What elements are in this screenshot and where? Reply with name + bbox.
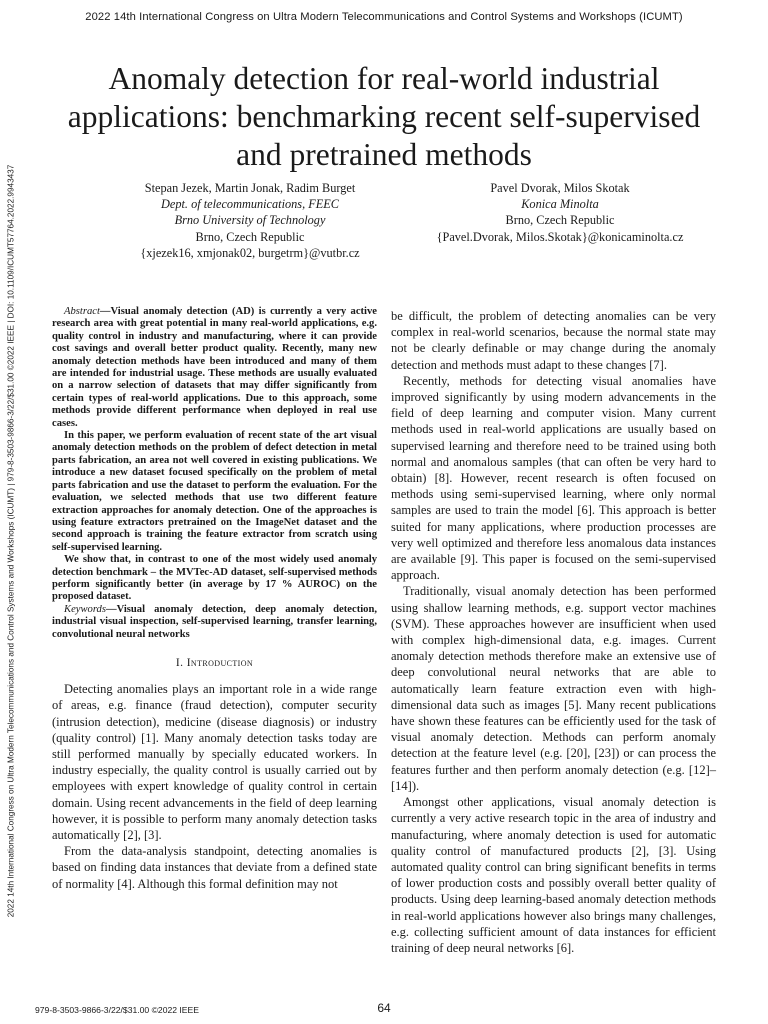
body-paragraph: Detecting anomalies plays an important role in a wide range of areas, e.g. finance (fraud detection), computer security (intrusion detection), medicine (disease diagnosis) or industry (quality control) [1]. Many anomaly detection tasks today are still performed manually by specially educated workers. In industry especially, the quality control is usually carried out by employees with expert knowledge of quality control in certain domain. Using recent advancements in the field of deep learning however, it is possible to perform many anomaly detection tasks automatically [2], [3]. xyxy=(52,682,377,842)
paper-title xyxy=(40,60,728,174)
author-email: {Pavel.Dvorak, Milos.Skotak}@konicaminolta.cz xyxy=(436,229,684,244)
section-title: Introduction xyxy=(186,656,254,669)
author-location: Brno, Czech Republic xyxy=(505,213,615,228)
right-column xyxy=(391,308,716,956)
author-department: Dept. of telecommunications, FEEC xyxy=(161,197,339,212)
title-line: and pretrained methods xyxy=(236,137,532,172)
keywords-text: —Visual anomaly detection, deep anomaly detection, industrial visual inspection, self-supervised learning, transfer learning, convolutional neural networks xyxy=(52,603,377,640)
author-company: Konica Minolta xyxy=(521,197,599,212)
body-paragraph: From the data-analysis standpoint, detecting anomalies is based on finding data instances that deviate from a defined state of normality [4]. Although this formal definition may not xyxy=(52,844,377,891)
page-number: 64 xyxy=(377,1001,391,1015)
author-names: Stepan Jezek, Martin Jonak, Radim Burget xyxy=(144,181,356,195)
doi-side-note-text: 2022 14th International Congress on Ultra Modern Telecommunications and Control Systems and Workshops (ICUMT) | 979-8-3503-9866-3/22/$31.00 ©2022 IEEE | DOI: 10.1109/ICUMT57764.2022.9943437 xyxy=(6,164,16,918)
abstract-paragraph xyxy=(52,306,377,430)
keywords-label: Keywords xyxy=(64,603,106,615)
left-column xyxy=(52,306,377,892)
section-heading-introduction xyxy=(52,655,377,671)
author-university: Brno University of Technology xyxy=(174,213,326,228)
section-number: I. xyxy=(175,656,184,669)
body-paragraph: Traditionally, visual anomaly detection has been performed using shallow learning methods, e.g. support vector machines (SVM). These approaches however are insufficient when used with complex high-dimensional data, e.g. images. Current anomaly detection methods therefore make an extensive use of deep convolutional neural networks that are able to automatically learn feature extraction even with high-dimensional data such as images [5]. Many recent publications have shown these features can be efficiently used for the task of visual anomaly detection. Methods can perform anomaly detection at the feature level (e.g. [20], [23]) or can process the features further and then perform anomaly detection (e.g. [12]–[14]). xyxy=(391,584,716,793)
author-block-right xyxy=(370,180,750,245)
abstract-label: Abstract xyxy=(64,306,100,317)
body-paragraph: Amongst other applications, visual anomaly detection is currently a very active research topic in the area of industry and manufacturing, where anomaly detection is used for automatic quality control of manufactured products [2], [3]. Using automated quality control can bring significant benefits in terms of lower production costs and possibly overall better quality of products. Using deep learning-based anomaly detection methods in real-world applications however also brings many challenges, e.g. collecting sufficient amount of data instances for efficient training of deep neural networks [6]. xyxy=(391,795,716,955)
abstract xyxy=(52,306,377,641)
conference-header: 2022 14th International Congress on Ultra Modern Telecommunications and Control Systems and Workshops (ICUMT) xyxy=(85,11,683,23)
footer-copyright: 979-8-3503-9866-3/22/$31.00 ©2022 IEEE xyxy=(35,1005,200,1015)
title-line: Anomaly detection for real-world industrial xyxy=(108,61,660,96)
body-paragraph: be difficult, the problem of detecting anomalies can be very complex in real-world scenarios, because the normal state may not be clearly definable or may change during the anomaly detection and methods must adapt to these changes [7]. xyxy=(391,309,716,372)
author-names: Pavel Dvorak, Milos Skotak xyxy=(490,181,630,195)
title-line: applications: benchmarking recent self-supervised xyxy=(67,99,701,134)
keywords xyxy=(52,604,377,641)
abstract-paragraph: In this paper, we perform evaluation of recent state of the art visual anomaly detection methods on the problem of defect detection in metal parts fabrication, an area not well covered in existing publications. We introduce a new dataset focused specifically on the problem of metal parts fabrication and use the dataset to perform the evaluation. For the evaluation, we selected methods that use two different feature extraction approaches for anomaly detection. One of the approaches is using feature extractors pretrained on the ImageNet dataset and the second approach is training the feature extractor from scratch using self-supervised learning. xyxy=(52,430,377,553)
body-paragraph: Recently, methods for detecting visual anomalies have improved significantly by using modern advancements in the field of deep learning and computer vision. Many current methods used in real-world applications are usually based on supervised learning and therefore need to be trained using both normal and anomalous samples (that can often be very hard to obtain) [8]. However, recent research is often focused on methods using semi-supervised learning, where only normal samples are used to train the model [6]. This approach is better suited for many applications, where production processes are very well optimized and therefore less anomalous data instances are available [9]. This paper is focused on the semi-supervised approach. xyxy=(391,373,716,583)
author-location: Brno, Czech Republic xyxy=(195,229,305,244)
abstract-paragraph: We show that, in contrast to one of the most widely used anomaly detection benchmark – the MVTec-AD dataset, self-supervised methods perform significantly better (in average by 17 % AUROC) on the proposed dataset. xyxy=(52,554,377,603)
author-email: {xjezek16, xmjonak02, burgetrm}@vutbr.cz xyxy=(140,245,360,260)
doi-side-note xyxy=(4,130,18,952)
abstract-text: —Visual anomaly detection (AD) is currently a very active research area with great potential in many real-world applications, e.g. quality control in industry and manufacturing, where it can provide cost savings and overall better product quality. Recently, many new anomaly detection methods have been introduced and many of them are intended for industrial usage. These methods are usually evaluated on a narrow selection of datasets that may differ significantly from certain types of real-world applications. Due to this approach, some methods provide different performance when deployed in real use cases. xyxy=(52,306,377,429)
